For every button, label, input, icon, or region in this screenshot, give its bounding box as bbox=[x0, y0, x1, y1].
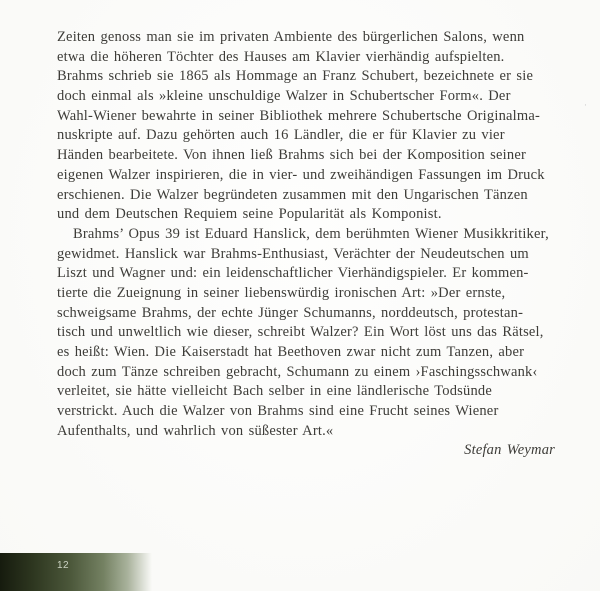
text-line: Wahl-Wiener bewahrte in seiner Bibliothek mehrere Schubertsche Originalma- bbox=[57, 107, 541, 124]
text-line: doch einmal als »kleine unschuldige Walzer in Schubertscher Form«. Der bbox=[57, 88, 511, 105]
text-line-paragraph-start: Brahms’ Opus 39 ist Eduard Hanslick, dem berühmten Wiener Musikkritiker, bbox=[73, 225, 549, 242]
text-line: verstrickt. Auch die Walzer von Brahms sind eine Frucht seines Wiener bbox=[57, 403, 499, 420]
page-footer-bar bbox=[0, 553, 152, 591]
author-signature: Stefan Weymar bbox=[464, 442, 555, 459]
text-line: doch zum Tänze schreiben gebracht, Schumann zu einem ›Faschingsschwank‹ bbox=[57, 363, 538, 380]
text-line: nuskripte auf. Dazu gehörten auch 16 Ländler, die er für Klavier zu vier bbox=[57, 127, 505, 144]
text-line: Zeiten genoss man sie im privaten Ambiente des bürgerlichen Salons, wenn bbox=[57, 29, 525, 45]
body-text bbox=[57, 28, 557, 461]
text-line: erschienen. Die Walzer begründeten zusammen mit den Ungarischen Tänzen bbox=[57, 186, 528, 203]
text-line: tierte die Zueignung in seiner liebenswürdig ironischen Art: »Der ernste, bbox=[57, 284, 506, 301]
text-line: Aufenthalts, und wahrlich von süßester Art.« bbox=[57, 422, 334, 439]
text-line: gewidmet. Hanslick war Brahms-Enthusiast, Verächter der Neudeutschen um bbox=[57, 245, 529, 262]
text-line: es heißt: Wien. Die Kaiserstadt hat Beethoven zwar nicht zum Tanzen, aber bbox=[57, 344, 525, 360]
text-line: Liszt und Wagner und: ein leidenschaftlicher Vierhändigspieler. Er kommen- bbox=[57, 265, 529, 282]
page-number: 12 bbox=[57, 560, 70, 571]
scan-artifact: · bbox=[584, 101, 587, 111]
text-line: eigenen Walzer inspirieren, die in vier- und zweihändigen Fassungen im Druck bbox=[57, 166, 545, 183]
text-line: etwa die höheren Töchter des Hauses am Klavier vierhändig aufspielten. bbox=[57, 48, 505, 65]
text-line: Brahms schrieb sie 1865 als Hommage an Franz Schubert, bezeichnete er sie bbox=[57, 68, 534, 85]
text-line: schweigsame Brahms, der echte Jünger Schumanns, norddeutsch, protestan- bbox=[57, 304, 524, 321]
text-line: Händen bearbeitete. Von ihnen ließ Brahms sich bei der Komposition seiner bbox=[57, 147, 527, 164]
text-line: und dem Deutschen Requiem seine Popularität als Komponist. bbox=[57, 206, 442, 223]
text-line: verleitet, sie hätte vielleicht Bach selber in eine ländlerische Todsünde bbox=[57, 383, 492, 400]
text-line: tisch und unweltlich wie dieser, schreibt Walzer? Ein Wort löst uns das Rätsel, bbox=[57, 324, 544, 341]
